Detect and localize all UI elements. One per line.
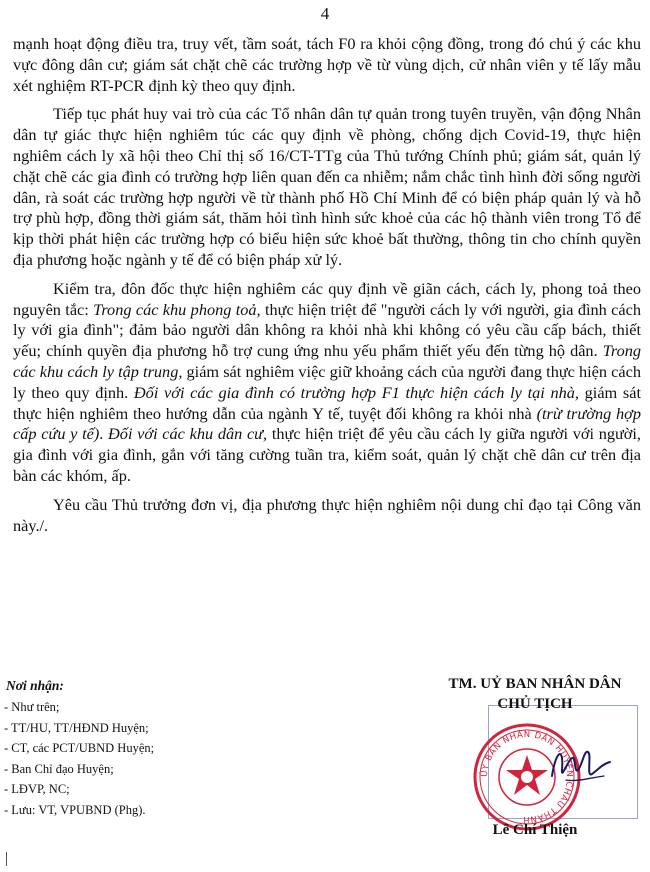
paragraph-text: Tiếp tục phát huy vai trò của các Tổ nhân dân tự quản trong tuyên truyền, vận động Nhân dân tự giác thực hiện nghiêm túc các quy định về phòng, chống dịch Covid-19, thực hiện nghiêm cách ly xã hội theo Chỉ thị số 16/CT-TTg của Thủ tướng Chính phủ; giám sát, quản lý chặt chẽ các gia đình có trường hợp liên quan đến ca nhiễm; nắm chắc tình hình đời sống người dân, rà soát các trường hợp người về từ thành phố Hồ Chí Minh để có biện pháp quản lý và hỗ trợ phù hợp, đồng thời giám sát, thăm hỏi tình hình sức khoẻ của các hộ thành viên trong Tổ để kịp thời phát hiện các trường hợp có biểu hiện sức khoẻ bất thường, thông tin cho chính quyền địa phương hoặc ngành y tế để có biện pháp xử lý.	[13, 104, 641, 269]
recipients-block	[4, 678, 284, 821]
margin-mark	[6, 852, 7, 866]
recipient-item: - Như trên;	[4, 700, 60, 714]
emphasized-text: (trừ trường hợp cấp cứu y tế)	[13, 403, 641, 444]
signer-name: Lê Chí Thiện	[492, 822, 578, 838]
paragraph-2	[13, 104, 641, 270]
document-body	[13, 34, 641, 544]
emphasized-text: Trong các khu phong toả,	[93, 299, 261, 319]
signer-organization: TM. UỶ BAN NHÂN DÂN	[448, 676, 622, 692]
recipients-list	[4, 697, 284, 821]
paragraph-1	[13, 34, 641, 96]
paragraph-text: Yêu cầu Thủ trưởng đơn vị, địa phương thực hiện nghiêm nội dung chỉ đạo tại Công văn này./.	[13, 494, 641, 535]
recipient-item: - Ban Chỉ đạo Huyện;	[4, 761, 114, 776]
paragraph-text: mạnh hoạt động điều tra, truy vết, tầm soát, tách F0 ra khỏi cộng đồng, trong đó chú ý các khu vực đông dân cư; giám sát chặt chẽ các trường hợp về từ vùng dịch, cử nhân viên y tế lấy mẫu xét nghiệm RT-PCR định kỳ theo quy định.	[13, 34, 641, 95]
paragraph-text: Kiểm tra, đôn đốc thực hiện nghiêm các quy định về giãn cách, cách ly, phong toả theo nguyên tắc:	[13, 278, 641, 319]
paragraph-text: thực hiện triệt để "người cách ly với người, gia đình cách ly với gia đình"; đảm bảo người dân không ra khỏi nhà khi không có yêu cầu cấp bách, thiết yếu; chính quyền địa phương hỗ trợ cung ứng nhu yếu phẩm thiết yếu đến từng hộ dân.	[13, 299, 641, 361]
recipients-title: Nơi nhận:	[6, 678, 64, 693]
recipient-item: - Lưu: VT, VPUBND (Phg).	[4, 802, 146, 817]
stamp-text: ỦY BAN NHÂN DÂN HUYỆN CHÂU THÀNH	[479, 729, 575, 825]
paragraph-text: giám sát thực hiện nghiêm theo hướng dẫn của ngành Y tế, tuyệt đối không ra khỏi nhà	[13, 382, 641, 423]
recipient-item: - TT/HU, TT/HĐND Huyện;	[4, 720, 149, 735]
recipient-item: - CT, các PCT/UBND Huyện;	[4, 741, 155, 756]
emphasized-text: Trong các khu cách ly tập trung,	[13, 341, 641, 381]
paragraph-3	[13, 279, 641, 487]
paragraph-text: thực hiện triệt để yêu cầu cách ly giữa người với người, gia đình với gia đình, gắn với tăng cường tuần tra, kiểm soát, quản lý chặt chẽ dân cư trên địa bàn các khóm, ấp.	[13, 424, 642, 485]
paragraph-4	[13, 495, 641, 537]
paragraph-text: giám sát nghiêm việc giữ khoảng cách của người đang thực hiện cách ly theo quy định.	[13, 361, 641, 402]
signer-title: CHỦ TỊCH	[497, 696, 573, 712]
stamp-area	[420, 714, 650, 814]
emphasized-text: Đối với các khu dân cư,	[108, 424, 268, 444]
paragraph-text: .	[99, 424, 109, 444]
emphasized-text: Đối với các gia đình có trường hợp F1 thực hiện cách ly tại nhà,	[133, 382, 579, 402]
recipient-item: - LĐVP, NC;	[4, 782, 70, 797]
page-number: 4	[320, 4, 330, 23]
signature-block	[420, 674, 650, 840]
